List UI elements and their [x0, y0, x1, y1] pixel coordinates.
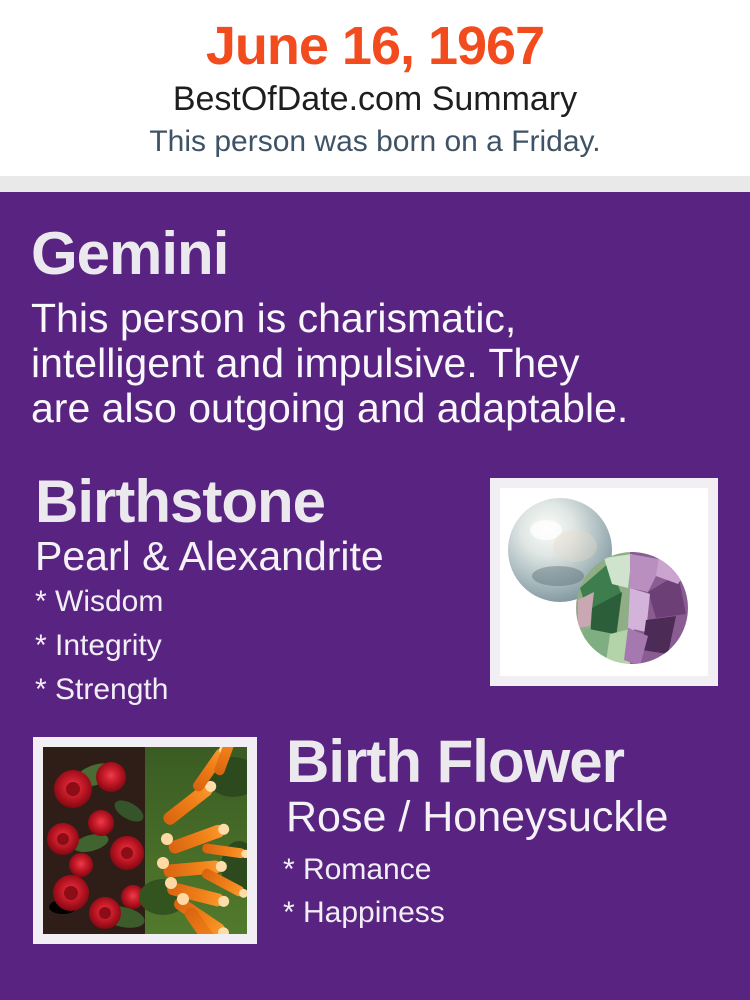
flower-illustration — [43, 747, 247, 934]
zodiac-description-line: This person is charismatic, — [31, 295, 517, 341]
birth-flower-trait: * Happiness — [283, 896, 445, 929]
birth-flower-heading: Birth Flower — [286, 728, 625, 795]
rose-and-honeysuckle-photo — [43, 747, 247, 934]
born-day-line: This person was born on a Friday. — [149, 125, 601, 159]
birthstone-trait: * Integrity — [35, 629, 162, 662]
site-summary-title: BestOfDate.com Summary — [172, 79, 578, 118]
birth-flower-names: Rose / Honeysuckle — [286, 793, 669, 841]
birth-flower-trait: * Romance — [283, 853, 432, 886]
zodiac-description-line: intelligent and impulsive. They — [31, 340, 580, 386]
zodiac-description-line: are also outgoing and adaptable. — [31, 385, 629, 431]
birthstone-names: Pearl & Alexandrite — [35, 533, 384, 579]
roses-half — [43, 747, 147, 934]
zodiac-description — [31, 296, 711, 431]
date-title: June 16, 1967 — [205, 16, 545, 76]
honeysuckle-half — [139, 747, 247, 934]
birth-flower-photo-frame — [33, 737, 257, 944]
header-divider — [0, 176, 750, 192]
zodiac-heading: Gemini — [31, 220, 229, 287]
birthstone-trait: * Strength — [35, 673, 169, 706]
birthstone-photo-frame — [490, 478, 718, 686]
birthstone-trait: * Wisdom — [35, 585, 164, 618]
gem-illustration — [500, 488, 708, 676]
pearl-and-alexandrite-photo — [500, 488, 708, 676]
birthstone-heading: Birthstone — [35, 468, 325, 535]
header — [0, 0, 750, 176]
